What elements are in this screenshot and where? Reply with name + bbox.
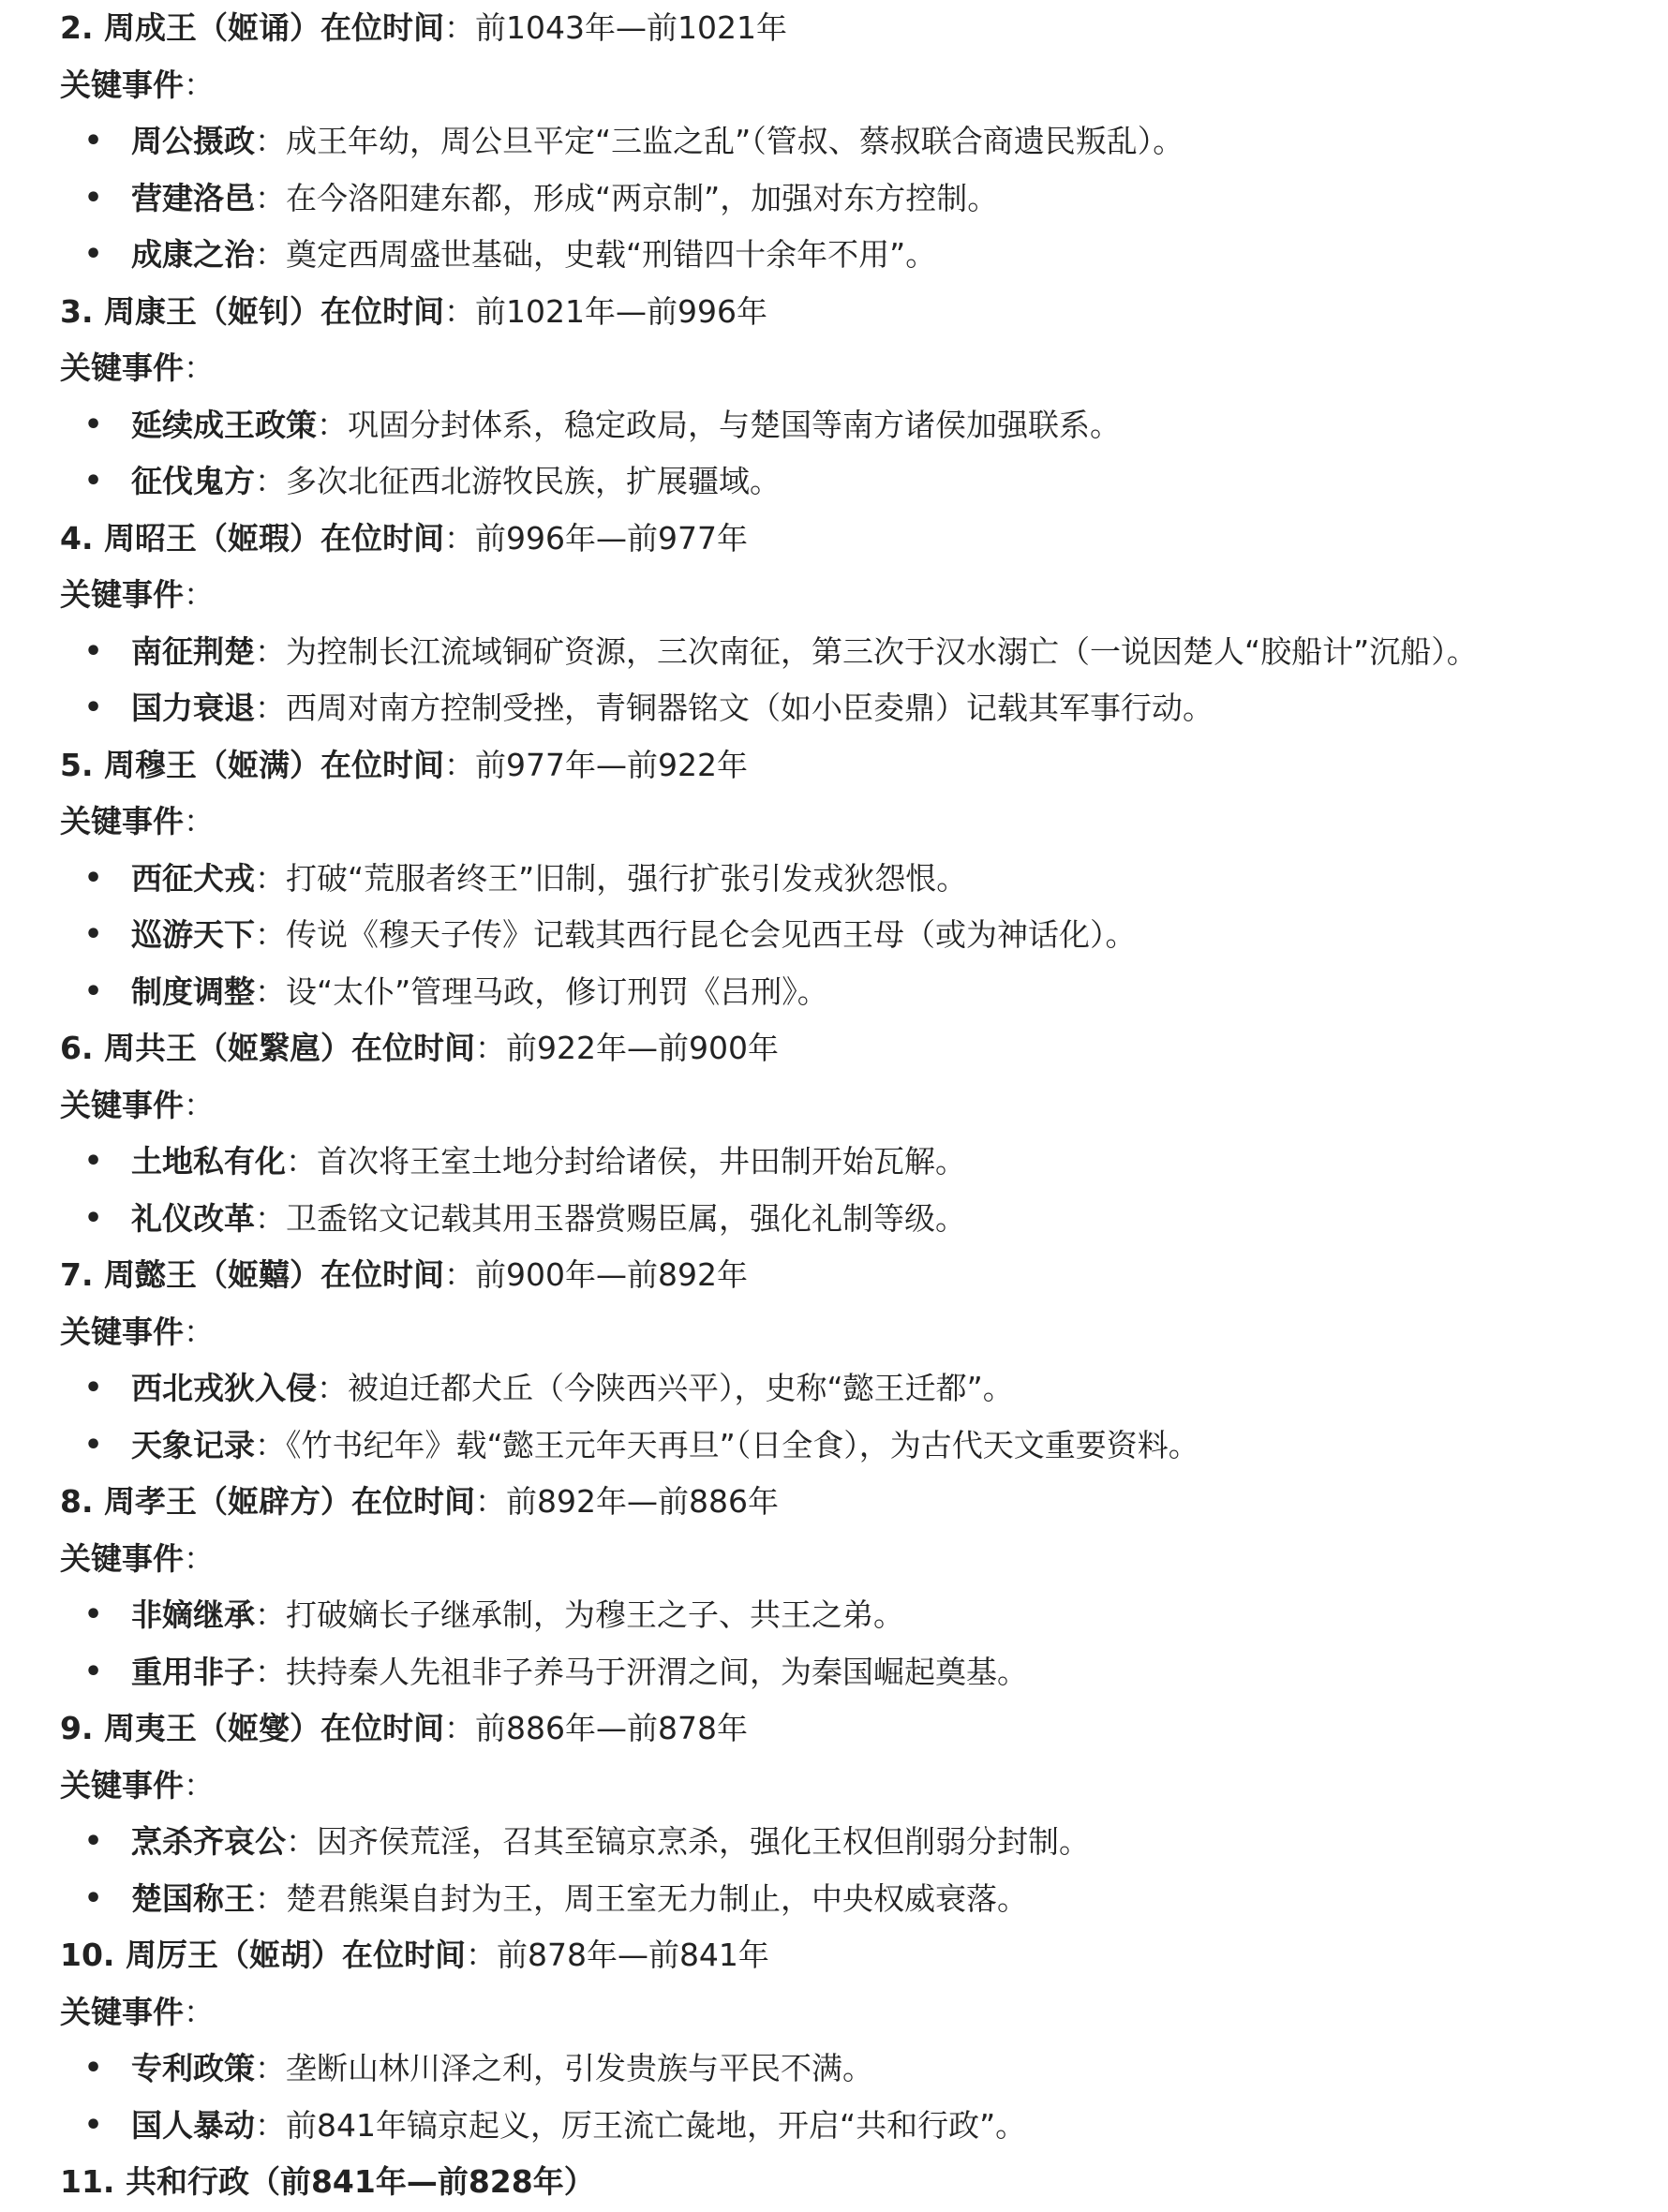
- reign-period: 前1043年—前1021年: [475, 9, 787, 46]
- key-events-text: 关键事件: [60, 66, 184, 103]
- event-text: 前841年镐京起义，厉王流亡彘地，开启“共和行政”。: [286, 2106, 1027, 2144]
- colon: ：: [184, 1086, 215, 1123]
- reign-period: 前922年—前900年: [506, 1030, 779, 1066]
- event-item: [60, 964, 1612, 1021]
- colon: ：: [255, 1199, 286, 1237]
- event-title: 西北戎狄入侵: [131, 1370, 317, 1406]
- event-text: 传说《穆天子传》记载其西行昆仑会见西王母（或为神话化）。: [286, 916, 1137, 953]
- reign-title: 4. 周昭王（姬瑕）在位时间: [60, 519, 444, 557]
- key-events-label: [60, 1304, 1612, 1361]
- reign-title: 6. 周共王（姬繄扈）在位时间: [60, 1030, 475, 1066]
- bullet-icon: •: [84, 1428, 103, 1462]
- event-text: 卫盉铭文记载其用玉器赏赐臣属，强化礼制等级。: [286, 1199, 966, 1237]
- event-text: 楚君熊渠自封为王，周王室无力制止，中央权威衰落。: [286, 1879, 1028, 1917]
- event-title: 成康之治: [131, 236, 255, 273]
- bullet-icon: •: [84, 861, 103, 895]
- event-text: 《竹书纪年》载“懿王元年天再旦”（日全食），为古代天文重要资料。: [286, 1426, 1199, 1463]
- colon: ：: [444, 746, 475, 783]
- event-title: 国力衰退: [131, 690, 255, 726]
- event-item: [60, 907, 1612, 964]
- event-title: 礼仪改革: [131, 1199, 255, 1237]
- reign-heading: [60, 1927, 1612, 1984]
- bullet-icon: •: [84, 1825, 103, 1858]
- event-item: [60, 397, 1612, 454]
- key-events-label: [60, 1077, 1612, 1135]
- colon: ：: [184, 1993, 215, 2030]
- event-title: 楚国称王: [131, 1879, 255, 1917]
- bullet-icon: •: [84, 634, 103, 668]
- reign-period: 前886年—前878年: [475, 1710, 748, 1746]
- bullet-icon: •: [84, 1881, 103, 1915]
- event-title: 专利政策: [131, 2050, 255, 2086]
- event-text: 为控制长江流域铜矿资源，三次南征，第三次于汉水溺亡（一说因楚人“胶船计”沉船）。: [286, 632, 1478, 670]
- colon: ：: [255, 1426, 286, 1463]
- event-text: 因齐侯荒淫，召其至镐京烹杀，强化王权但削弱分封制。: [317, 1823, 1090, 1860]
- event-title: 南征荆楚: [131, 632, 255, 670]
- colon: ：: [255, 463, 286, 499]
- reign-period: 前1021年—前996年: [475, 292, 767, 330]
- event-item: [60, 1587, 1612, 1644]
- key-events-text: 关键事件: [60, 1539, 184, 1577]
- colon: ：: [286, 1823, 317, 1860]
- event-title: 巡游天下: [131, 916, 255, 953]
- event-title: 制度调整: [131, 972, 255, 1010]
- reign-heading: [60, 0, 1612, 57]
- event-item: [60, 171, 1612, 228]
- bullet-icon: •: [84, 918, 103, 951]
- event-title: 西征犬戎: [131, 859, 255, 897]
- bullet-icon: •: [84, 1145, 103, 1178]
- key-events-text: 关键事件: [60, 1766, 184, 1804]
- event-title: 征伐鬼方: [131, 463, 255, 499]
- colon: ：: [255, 859, 286, 897]
- reign-period: 前996年—前977年: [475, 519, 748, 557]
- colon: ：: [286, 1143, 317, 1180]
- event-text: 在今洛阳建东都，形成“两京制”，加强对东方控制。: [286, 179, 999, 216]
- event-text: 奠定西周盛世基础，史载“刑错四十余年不用”。: [286, 236, 937, 273]
- event-item: [60, 1191, 1612, 1248]
- event-title: 营建洛邑: [131, 179, 255, 216]
- reign-title: 3. 周康王（姬钊）在位时间: [60, 292, 444, 330]
- event-text: 被迫迁都犬丘（今陕西兴平），史称“懿王迁都”。: [348, 1370, 1014, 1406]
- colon: ：: [444, 9, 475, 46]
- reign-heading: [60, 2154, 1612, 2211]
- colon: ：: [255, 2050, 286, 2086]
- event-text: 打破“荒服者终王”旧制，强行扩张引发戎狄怨恨。: [286, 859, 968, 897]
- reign-period: 前977年—前922年: [475, 746, 748, 783]
- event-title: 延续成王政策: [131, 406, 317, 443]
- colon: ：: [444, 292, 475, 330]
- reign-title: 9. 周夷王（姬燮）在位时间: [60, 1710, 444, 1746]
- event-item: [60, 1134, 1612, 1191]
- colon: ：: [255, 632, 286, 670]
- colon: ：: [255, 179, 286, 216]
- bullet-icon: •: [84, 1598, 103, 1631]
- colon: ：: [475, 1030, 506, 1066]
- reign-heading: [60, 1020, 1612, 1077]
- colon: ：: [184, 66, 215, 103]
- reign-heading: [60, 1247, 1612, 1304]
- colon: ：: [184, 1766, 215, 1804]
- key-events-label: [60, 567, 1612, 624]
- key-events-text: 关键事件: [60, 1993, 184, 2030]
- colon: ：: [184, 576, 215, 613]
- reign-heading: [60, 1474, 1612, 1531]
- event-title: 周公摄政: [131, 123, 255, 159]
- bullet-icon: •: [84, 974, 103, 1008]
- event-text: 垄断山林川泽之利，引发贵族与平民不满。: [286, 2050, 873, 2086]
- key-events-label: [60, 340, 1612, 397]
- reign-heading: [60, 511, 1612, 568]
- event-item: [60, 227, 1612, 284]
- event-title: 土地私有化: [131, 1143, 286, 1180]
- key-events-label: [60, 794, 1612, 851]
- bullet-icon: •: [84, 1372, 103, 1404]
- event-title: 非嫡继承: [131, 1596, 255, 1633]
- colon: ：: [255, 1596, 286, 1633]
- event-item: [60, 1871, 1612, 1928]
- colon: ：: [317, 406, 348, 443]
- event-text: 多次北征西北游牧民族，扩展疆域。: [286, 463, 781, 499]
- reign-title: 7. 周懿王（姬囏）在位时间: [60, 1256, 444, 1293]
- colon: ：: [317, 1370, 348, 1406]
- reign-period: 前900年—前892年: [475, 1256, 748, 1293]
- event-title: 国人暴动: [131, 2106, 255, 2144]
- event-item: [60, 1814, 1612, 1871]
- bullet-icon: •: [84, 238, 103, 271]
- event-text: 打破嫡长子继承制，为穆王之子、共王之弟。: [286, 1596, 904, 1633]
- event-item: [60, 1644, 1612, 1701]
- event-text: 首次将王室土地分封给诸侯，井田制开始瓦解。: [317, 1143, 966, 1180]
- reign-heading: [60, 737, 1612, 794]
- key-events-text: 关键事件: [60, 803, 184, 839]
- bullet-icon: •: [84, 691, 103, 724]
- event-item: [60, 851, 1612, 908]
- event-item: [60, 624, 1612, 681]
- event-item: [60, 1418, 1612, 1475]
- bullet-icon: •: [84, 1655, 103, 1688]
- reign-heading: [60, 1700, 1612, 1758]
- bullet-icon: •: [84, 181, 103, 215]
- event-item: [60, 1360, 1612, 1418]
- bullet-icon: •: [84, 125, 103, 157]
- bullet-icon: •: [84, 408, 103, 441]
- key-events-text: 关键事件: [60, 349, 184, 386]
- colon: ：: [184, 1539, 215, 1577]
- bullet-icon: •: [84, 2108, 103, 2142]
- colon: ：: [255, 236, 286, 273]
- colon: ：: [184, 803, 215, 839]
- key-events-text: 关键事件: [60, 1086, 184, 1123]
- event-item: [60, 2098, 1612, 2155]
- event-text: 扶持秦人先祖非子养马于汧渭之间，为秦国崛起奠基。: [286, 1653, 1028, 1690]
- colon: ：: [255, 1653, 286, 1690]
- reign-title: 5. 周穆王（姬满）在位时间: [60, 746, 444, 783]
- bullet-icon: •: [84, 1201, 103, 1235]
- reign-period: 前878年—前841年: [496, 1937, 769, 1973]
- bullet-icon: •: [84, 2052, 103, 2085]
- colon: ：: [255, 916, 286, 953]
- key-events-label: [60, 1531, 1612, 1588]
- colon: ：: [255, 2106, 286, 2144]
- reign-title: 8. 周孝王（姬辟方）在位时间: [60, 1483, 475, 1520]
- key-events-text: 关键事件: [60, 576, 184, 613]
- event-item: [60, 453, 1612, 511]
- bullet-icon: •: [84, 465, 103, 497]
- colon: ：: [255, 123, 286, 159]
- event-title: 天象记录: [131, 1426, 255, 1463]
- colon: ：: [184, 349, 215, 386]
- key-events-label: [60, 1758, 1612, 1815]
- colon: ：: [184, 1313, 215, 1350]
- key-events-label: [60, 1984, 1612, 2041]
- event-item: [60, 113, 1612, 171]
- event-text: 巩固分封体系，稳定政局，与楚国等南方诸侯加强联系。: [348, 406, 1121, 443]
- event-title: 重用非子: [131, 1653, 255, 1690]
- key-events-text: 关键事件: [60, 1313, 184, 1350]
- colon: ：: [444, 1256, 475, 1293]
- event-text: 西周对南方控制受挫，青铜器铭文（如小臣夌鼎）记载其军事行动。: [286, 690, 1214, 726]
- colon: ：: [255, 1879, 286, 1917]
- event-text: 成王年幼，周公旦平定“三监之乱”（管叔、蔡叔联合商遗民叛乱）。: [286, 123, 1184, 159]
- colon: ：: [444, 1710, 475, 1746]
- reign-heading: [60, 284, 1612, 341]
- colon: ：: [444, 519, 475, 557]
- key-events-label: [60, 57, 1612, 114]
- event-title: 烹杀齐哀公: [131, 1823, 286, 1860]
- reign-period: 前892年—前886年: [506, 1483, 779, 1520]
- reign-title: 2. 周成王（姬诵）在位时间: [60, 9, 444, 46]
- colon: ：: [255, 690, 286, 726]
- event-text: 设“太仆”管理马政，修订刑罚《吕刑》。: [286, 972, 828, 1010]
- colon: ：: [475, 1483, 506, 1520]
- reign-title: 11. 共和行政（前841年—前828年）: [60, 2163, 595, 2200]
- event-item: [60, 680, 1612, 737]
- colon: ：: [465, 1937, 497, 1973]
- event-item: [60, 2041, 1612, 2098]
- colon: ：: [255, 972, 286, 1010]
- reign-title: 10. 周厉王（姬胡）在位时间: [60, 1937, 466, 1973]
